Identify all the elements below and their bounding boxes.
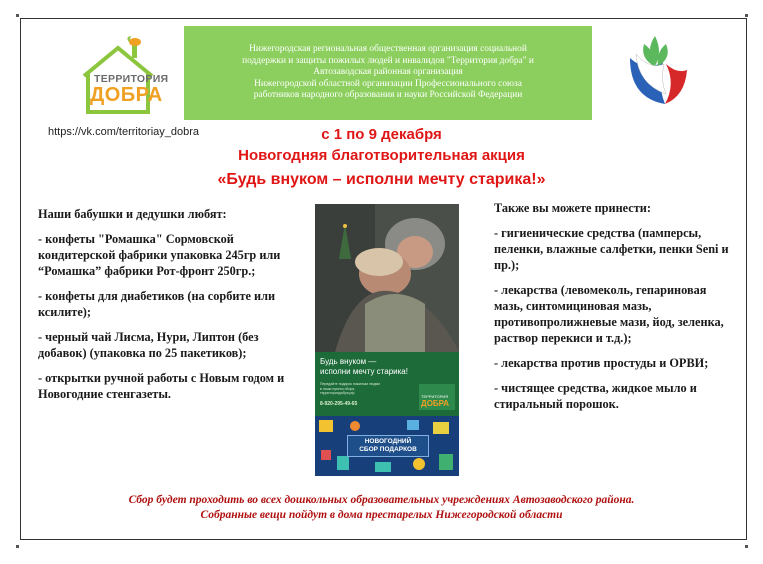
corner-mark — [745, 14, 748, 17]
banner-line: Нижегородская региональная общественная организация социальной — [249, 44, 527, 55]
vk-link[interactable]: https://vk.com/territoriay_dobra — [48, 126, 200, 138]
list-item: - черный чай Лисма, Нури, Липтон (без добавок) (упаковка по 25 пакетиков); — [38, 330, 259, 360]
poster-small-text — [320, 382, 380, 396]
left-heading: Наши бабушки и дедушки любят: — [38, 207, 227, 221]
poster-small-line: территориядобра.рф — [320, 391, 355, 395]
logo-text-line1: ТЕРРИТОРИЯ — [94, 73, 169, 85]
banner-line: Автозаводская районная организация — [313, 67, 463, 78]
list-item: - гигиенические средства (памперсы, пеленки, влажные салфетки, пенки Seni и пр.); — [494, 226, 729, 272]
poster-logo — [419, 384, 455, 410]
poster-phone: 8-920-295-49-65 — [320, 401, 358, 407]
list-item: - конфеты для диабетиков (на сорбите или ксилите); — [38, 289, 276, 319]
banner-line: Нижегородской областной организации Профессионального союза — [254, 78, 522, 89]
poster-logo-line2: ДОБРА — [421, 399, 450, 408]
gift-collection-panel — [315, 416, 459, 476]
logo-text-line2: ДОБРА — [90, 84, 163, 106]
gift-label — [347, 435, 429, 457]
union-flag-hands-icon — [622, 30, 692, 110]
poster-title — [320, 357, 408, 377]
poster-image — [315, 204, 459, 476]
organization-banner — [184, 26, 592, 120]
list-item: - чистящее средства, жидкое мыло и стиральный порошок. — [494, 381, 697, 411]
poster-logo-line1: ТЕРРИТОРИЯ — [421, 394, 449, 399]
gift-label-line: СБОР ПОДАРКОВ — [359, 446, 417, 453]
list-item: - лекарства (левомеколь, гепариновая мазь, синтомициновая мазь, противопролижневые мази, йод, зеленка, раствор перекиси и т.д.); — [494, 283, 724, 345]
list-item: - открытки ручной работы с Новым годом и Новогодние стенгазеты. — [38, 371, 285, 401]
list-item: - лекарства против простуды и ОРВИ; — [494, 356, 709, 370]
list-item: - конфеты "Ромашка" Сормовской кондитерской фабрики упаковка 245гр или “Ромашка” фабрики Рот-фронт 250гр.; — [38, 232, 281, 278]
corner-mark — [16, 545, 19, 548]
footer-line2: Собранные вещи пойдут в дома престарелых Нижегородской области — [200, 509, 563, 521]
right-column — [494, 200, 734, 421]
banner-line: поддержки и защиты пожилых людей и инвалидов "Территория добра" и — [242, 55, 534, 66]
footer-line1: Сбор будет проходить во всех дошкольных образовательных учреждениях Автозаводского района. — [128, 494, 635, 506]
right-heading: Также вы можете принести: — [494, 201, 651, 215]
gift-label-line: НОВОГОДНИЙ — [364, 438, 412, 445]
poster-info-panel — [315, 352, 459, 416]
poster-title-line: исполни мечту старика! — [320, 367, 408, 376]
poster-title-line: Будь внуком — — [320, 357, 377, 366]
campaign-slogan: «Будь внуком – исполни мечту старика!» — [217, 171, 546, 188]
corner-mark — [745, 545, 748, 548]
corner-mark — [16, 14, 19, 17]
poster-small-line: Передайте подарок пожилым людям — [320, 382, 380, 386]
poster-small-line: в наши пункты сбора — [320, 386, 355, 391]
banner-line: работников народного образования и науки Российской Федерации — [253, 90, 523, 101]
territoriya-dobra-logo — [74, 26, 174, 118]
photo-elderly-hug — [315, 204, 459, 352]
left-column — [38, 206, 293, 411]
campaign-subtitle: Новогодняя благотворительная акция — [238, 147, 525, 164]
campaign-dates: с 1 по 9 декабря — [321, 126, 442, 143]
